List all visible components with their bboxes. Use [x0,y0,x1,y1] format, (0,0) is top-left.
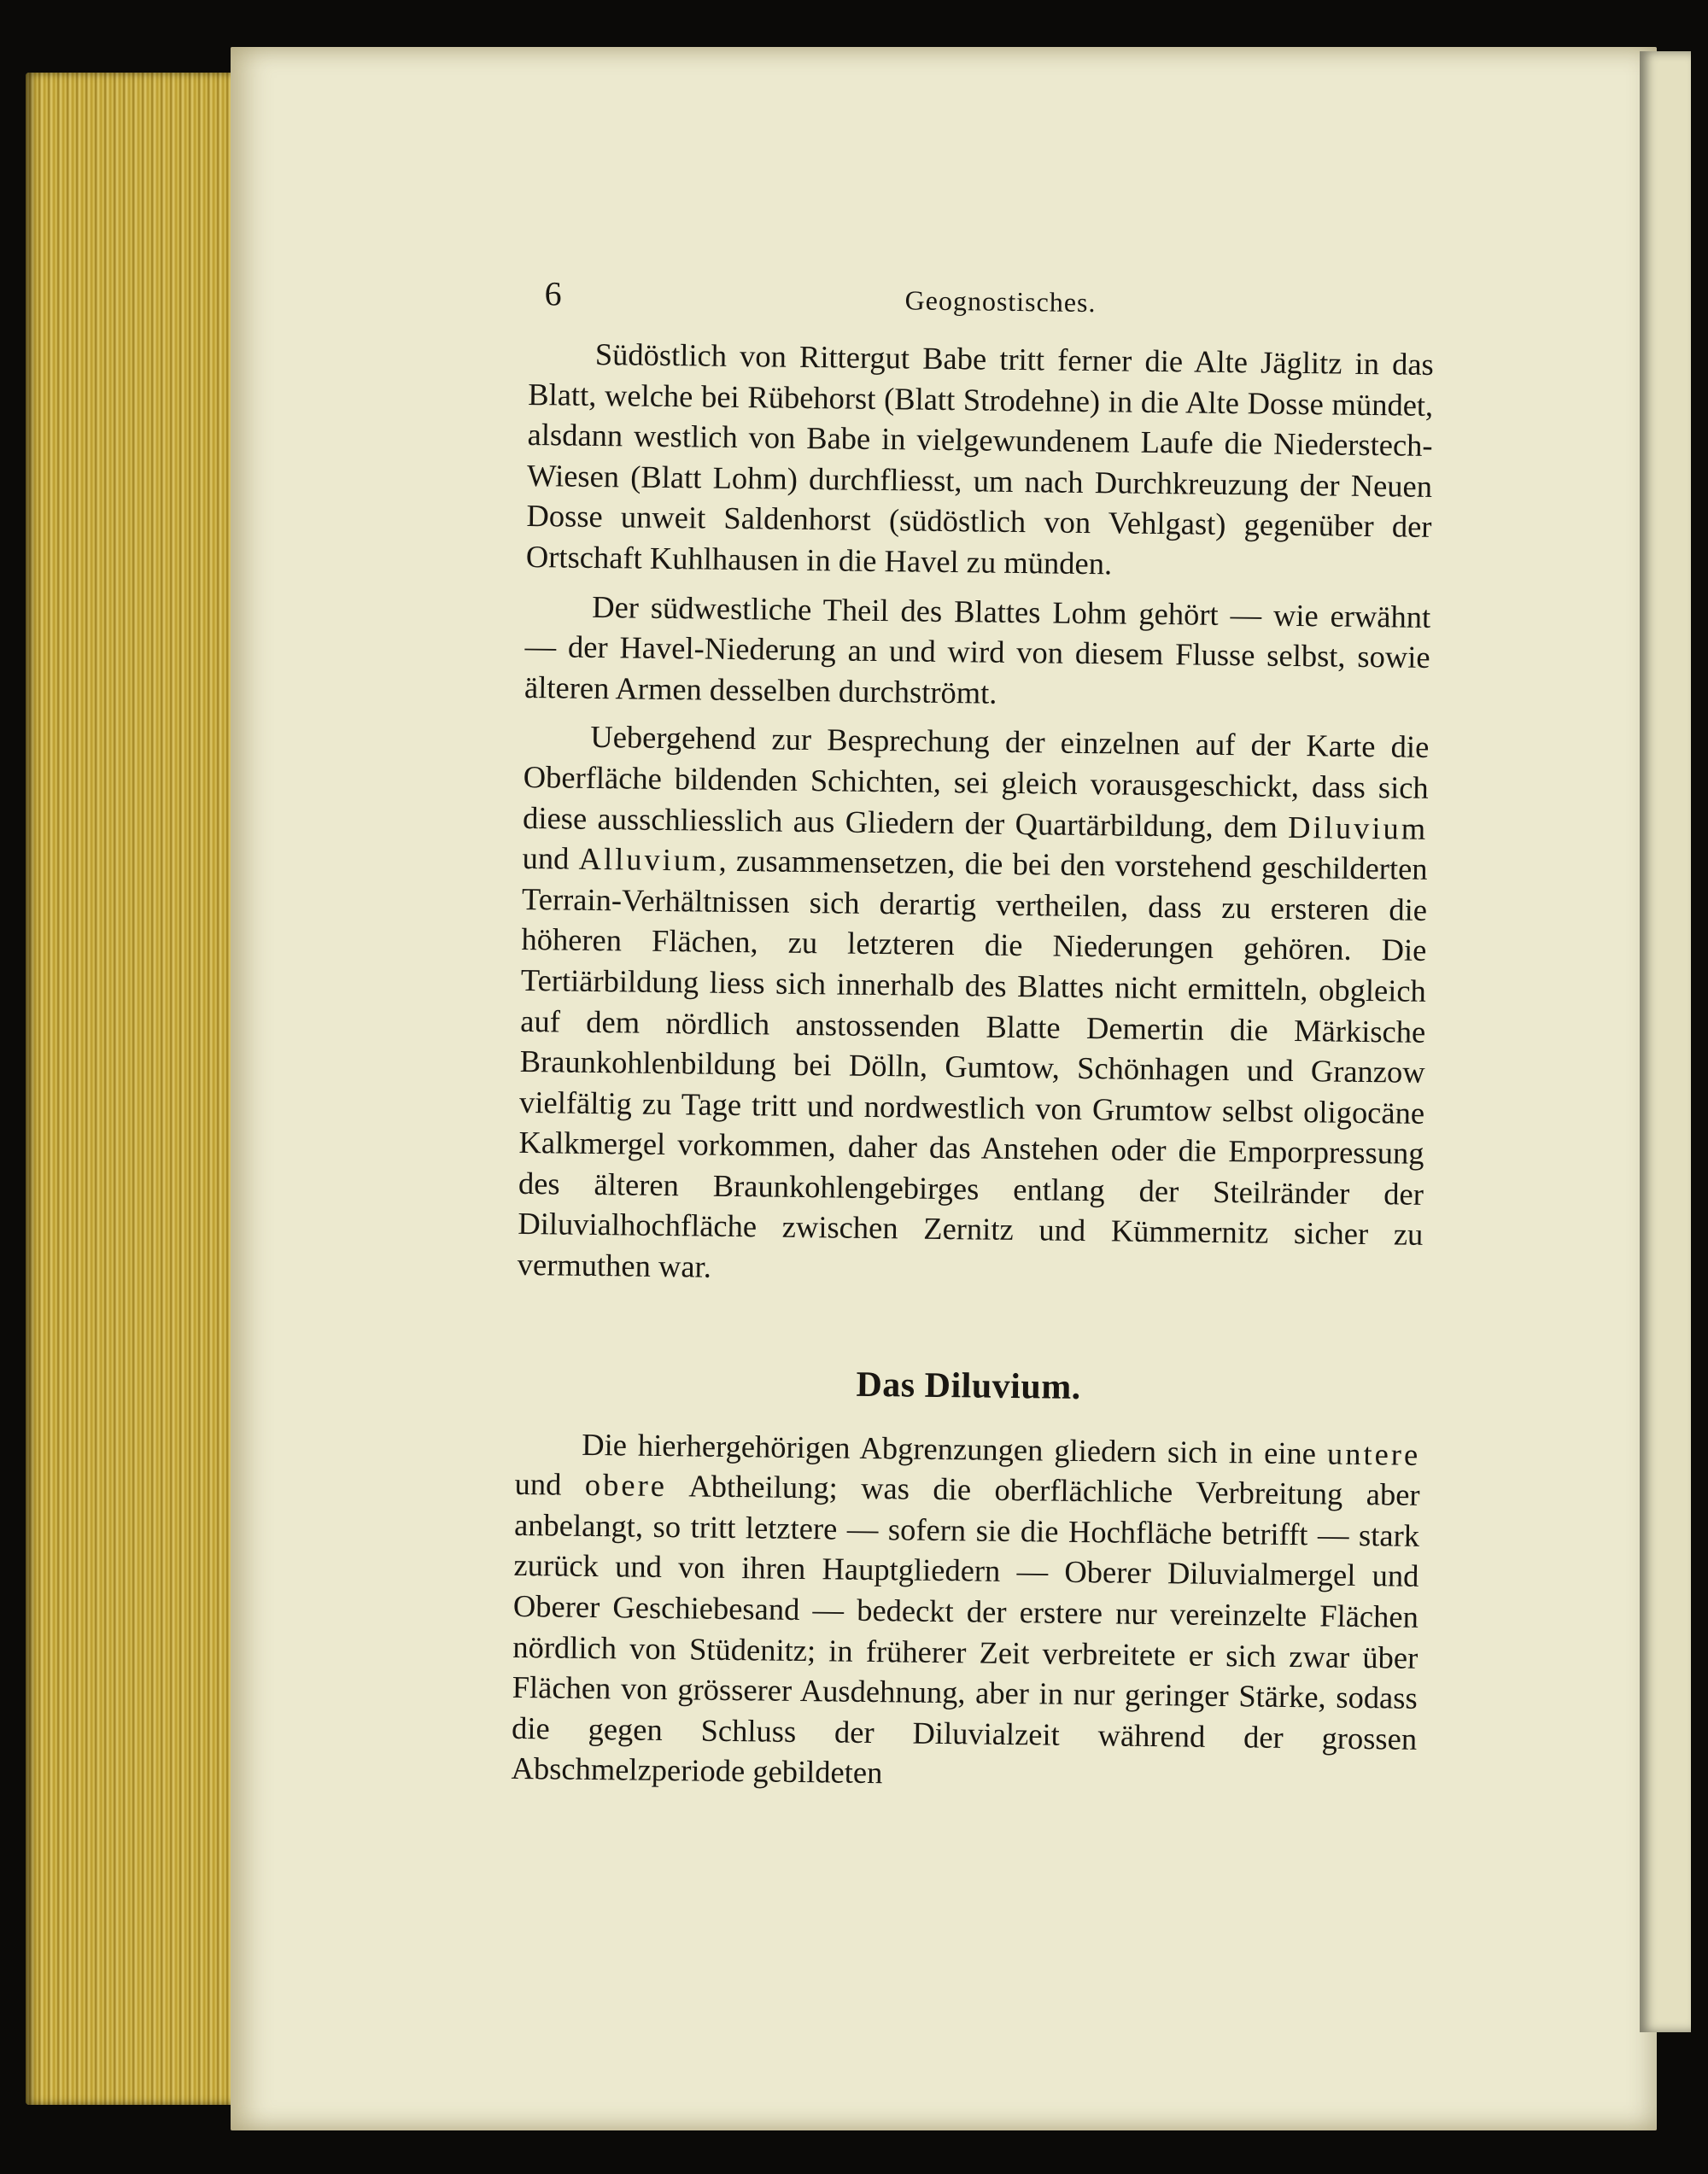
paragraph-4-text-b: und [514,1466,586,1503]
paragraph-1: Südöstlich von Rittergut Babe tritt ferner die Alte Jäglitz in das Blatt, welche bei Rübehorst (Blatt Strodehne) in die Alte Dosse mündet, alsdann westlich von Babe in vielgewundenem Laufe die Niederstech-Wiesen (Blatt Lohm) durchfliesst, um nach Durchkreuzung der Neuen Dosse unweit Saldenhorst (südöstlich von Vehlgast) gegenüber der Ortschaft Kuhlhausen in die Havel zu münden. [525,336,1435,581]
running-head: Geognostisches. [904,284,1097,319]
paragraph-3-text-a: Uebergehend zur Besprechung der einzelnen auf der Karte die Oberfläche bildenden Schichten, sei gleich vorausgeschickt, dass sich diese ausschliesslich aus Gliedern der Quartärbildung, dem [522,719,1430,844]
page-edges [26,73,243,2105]
paragraph-3 [518,716,1430,1295]
term-untere: untere [1326,1435,1421,1472]
paragraph-3-text-c: , zusammensetzen, die bei den vorstehend geschilderten Terrain-Verhältnissen sich derartig vertheilen, dass zu ersteren die höheren Flächen, zu letzteren die Niederungen gehören. Die Tertiärbildung liess sich innerhalb des Blattes nicht ermitteln, obgleich auf dem nördlich anstossenden Blatte Demertin die Märkische Braunkohlenbildung bei Dölln, Gumtow, Schönhagen und Granzow vielfältig zu Tage tritt und nordwestlich von Grumtow selbst oligocäne Kalkmergel vorkommen, daher das Anstehen oder die Emporpressung des älteren Braunkohlengebirges entlang der Steilränder der Diluvialhochfläche zwischen Zernitz und Kümmernitz sicher zu vermuthen war. [517,842,1428,1284]
paragraph-2: Der südwestliche Theil des Blattes Lohm gehört — wie erwähnt — der Havel-Niederung an und wird von diesem Flusse selbst, sowie älteren Armen desselben durchströmt. [524,588,1431,710]
page-number: 6 [544,274,562,313]
term-diluvium: Diluvium [1287,809,1429,846]
paragraph-4-text-c: Abtheilung; was die oberflächliche Verbreitung aber anbelangt, so tritt letztere — sofern sie die Hochfläche betrifft — stark zurück und von ihren Hauptgliedern — Oberer Diluvialmergel und Oberer Geschiebesand — bedeckt der erstere nur vereinzelte Flächen nördlich von Stüdenitz; in früherer Zeit verbreitete er sich zwar über Flächen von grösserer Ausdehnung, aber in nur geringer Stärke, sodass die gegen Schluss der Diluvialzeit während der grossen Abschmelzperiode gebildeten [511,1468,1420,1791]
facing-page-edge [1640,51,1691,2032]
page-content [511,273,1435,1800]
paragraph-4 [511,1423,1420,1800]
page-header [529,273,1435,344]
term-alluvium: Alluvium [578,840,719,878]
section-heading: Das Diluvium. [856,1365,1081,1407]
term-obere: obere [584,1467,668,1504]
paragraph-3-text-b: und [522,840,579,876]
paragraph-4-text-a: Die hierhergehörigen Abgrenzungen gliedern sich in eine [582,1426,1328,1471]
